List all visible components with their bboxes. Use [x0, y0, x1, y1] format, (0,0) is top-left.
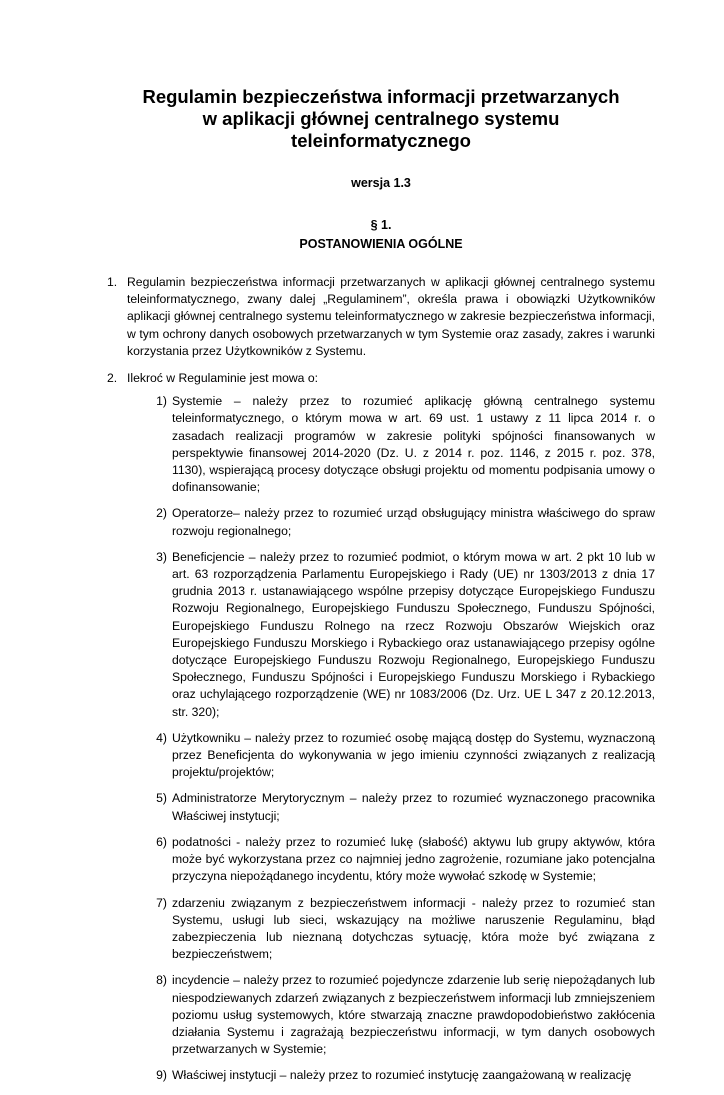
definition-text: zdarzeniu związanym z bezpieczeństwem informacji - należy przez to rozumieć stan Systemu, usługi lub sieci, wskazujący na możliwe naruszenie Regulaminu, błąd zabezpieczenia lub nieznaną dotychczas sytuację, która może być związana z bezpieczeństwem; [172, 895, 655, 962]
title-line-2: w aplikacji głównej centralnego systemu [202, 108, 560, 129]
definition-number: 2) [156, 506, 167, 521]
definition-number: 9) [156, 1068, 167, 1083]
definition-item [145, 972, 655, 1058]
definition-text: Administratorze Merytorycznym – należy przez to rozumieć wyznaczonego pracownika Właściwej instytucji; [172, 791, 655, 823]
definition-item [145, 549, 655, 721]
list-item [107, 370, 655, 1085]
list-item-number: 1. [107, 275, 118, 289]
definition-item [145, 895, 655, 964]
title-line-1: Regulamin bezpieczeństwa informacji przetwarzanych [142, 86, 620, 107]
list-item-number: 2. [107, 371, 118, 386]
definition-text: Beneficjencie – należy przez to rozumieć podmiot, o którym mowa w art. 2 pkt 10 lub w art. 63 rozporządzenia Parlamentu Europejskiego i Rady (UE) nr 1303/2013 z dnia 17 grudnia 2013 r. ustanawiającego wspólne przepisy dotyczące Europejskiego Funduszu Rozwoju Regionalnego, Europejskiego Funduszu Społecznego, Funduszu Spójności, Europejskiego Funduszu Rolnego na rzecz Rozwoju Obszarów Wiejskich oraz Europejskiego Funduszu Morskiego i Rybackiego oraz ustanawiającego przepisy ogólne dotyczące Europejskiego Funduszu Rozwoju Regionalnego, Europejskiego Funduszu Społecznego, Funduszu Spójności i Europejskiego Funduszu Morskiego i Rybackiego oraz uchylającego rozporządzenie (WE) nr 1083/2006 (Dz. Urz. UE L 347 z 20.12.2013, str. 320); [172, 549, 655, 719]
definition-item [145, 790, 655, 824]
list-item-text: Regulamin bezpieczeństwa informacji przetwarzanych w aplikacji głównej centralnego systemu teleinformatycznego, zwany dalej „Regulaminem”, określa prawa i obowiązki Użytkowników aplikacji głównej centralnego systemu teleinformatycznego w zakresie bezpieczeństwa informacji, w tym ochrony danych osobowych przetwarzanych w tym Systemie oraz zasady, zakres i warunki korzystania przez Użytkowników z Systemu. [127, 275, 655, 358]
section-title: POSTANOWIENIA OGÓLNE [299, 237, 463, 251]
definition-item [145, 393, 655, 496]
definition-item [145, 505, 655, 539]
definition-text: Systemie – należy przez to rozumieć aplikację główną centralnego systemu teleinformatycznego, o którym mowa w art. 69 ust. 1 ustawy z 11 lipca 2014 r. o zasadach realizacji programów w zakresie polityki spójności finansowanych w perspektywie finansowej 2014-2020 (Dz. U. z 2014 r. poz. 1146, z 2015 r. poz. 378, 1130), wspierającą procesy dotyczące obsługi projektu od momentu podpisania umowy o dofinansowanie; [172, 394, 655, 495]
definition-item [145, 834, 655, 886]
definition-number: 8) [156, 973, 167, 988]
definition-number: 6) [156, 834, 167, 849]
list-item [107, 274, 655, 360]
paragraph-number: § 1. [370, 218, 392, 232]
definition-number: 3) [156, 549, 167, 564]
definition-item [145, 1067, 655, 1084]
definition-number: 7) [156, 895, 167, 910]
definition-number: 5) [156, 791, 167, 806]
definition-text: incydencie – należy przez to rozumieć pojedyncze zdarzenie lub serię niepożądanych lub niespodziewanych zdarzeń związanych z bezpieczeństwem informacji lub zmniejszeniem poziomu usług systemowych, które stwarzają znaczne prawdopodobieństwo zakłócenia działania Systemu i zagrażają bezpieczeństwu informacji, w tym danych osobowych przetwarzanych w Systemie; [172, 973, 655, 1057]
definition-number: 4) [156, 730, 167, 745]
document-title [90, 86, 672, 152]
definition-text: Właściwej instytucji – należy przez to rozumieć instytucję zaangażowaną w realizację [172, 1068, 632, 1083]
definition-text: Operatorze– należy przez to rozumieć urząd obsługujący ministra właściwego do spraw rozwoju regionalnego; [172, 506, 655, 538]
definition-item [145, 730, 655, 782]
list-item-text: Ilekroć w Regulaminie jest mowa o: [127, 371, 319, 386]
definition-text: podatności - należy przez to rozumieć lukę (słabość) aktywu lub grupy aktywów, która może być wykorzystana przez co najmniej jedno zagrożenie, rozumiane jako potencjalna przyczyna niepożądanego incydentu, który może wywołać szkodę w Systemie; [172, 834, 655, 884]
definition-number: 1) [156, 394, 167, 409]
definitions-list [145, 393, 655, 1084]
title-line-3: teleinformatycznego [291, 130, 471, 151]
definition-text: Użytkowniku – należy przez to rozumieć osobę mającą dostęp do Systemu, wyznaczoną przez Beneficjenta do wykonywania w jego imieniu czynności związanych z realizacją projektu/projektów; [172, 730, 655, 780]
document-version: wersja 1.3 [351, 176, 411, 190]
main-list [107, 274, 655, 1095]
